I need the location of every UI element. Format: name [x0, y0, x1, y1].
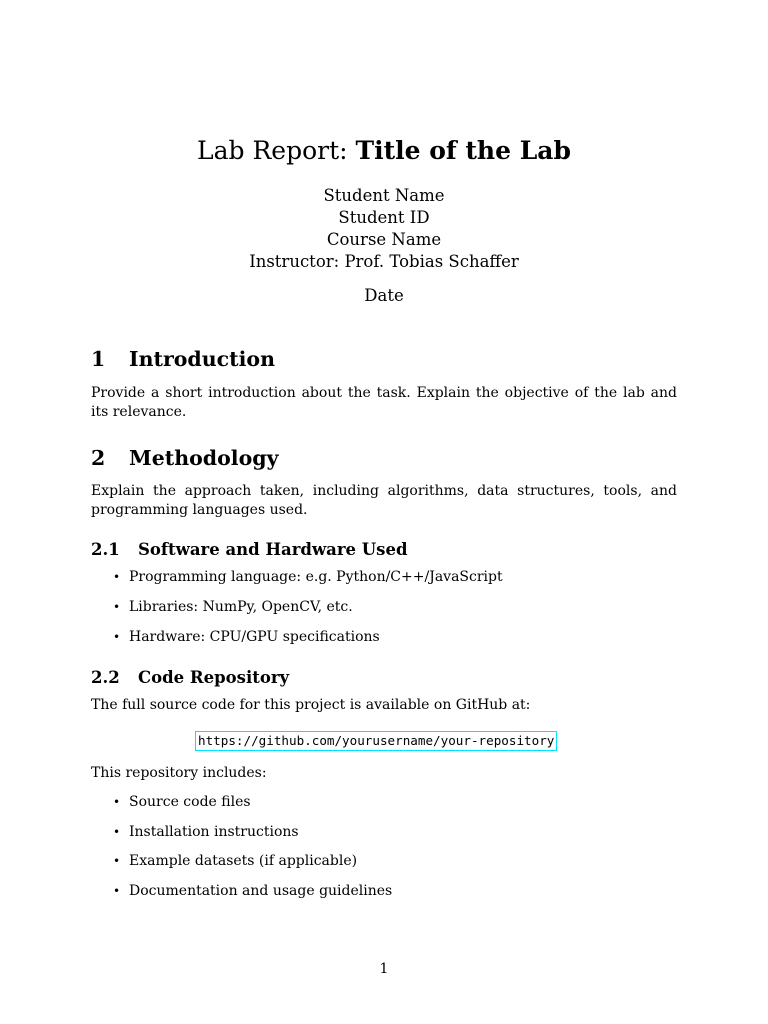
date: Date: [364, 286, 404, 305]
list-item: • Example datasets (if applicable): [113, 853, 358, 869]
title-prefix: Lab Report:: [197, 136, 356, 165]
section-number: 2: [91, 446, 106, 470]
page-title: [0, 135, 768, 167]
bullet-icon: •: [113, 884, 121, 898]
bullet-icon: •: [113, 854, 121, 868]
introduction-paragraph: Provide a short introduction about the task. Explain the objective of the lab and its relevance.: [91, 385, 677, 420]
page-number: 1: [379, 961, 389, 977]
list-item: • Source code files: [113, 794, 251, 810]
subsection-title: Code Repository: [138, 668, 290, 687]
instructor: Instructor: Prof. Tobias Schaffer: [249, 252, 519, 271]
repository-intro: The full source code for this project is available on GitHub at:: [91, 697, 531, 713]
bullet-icon: •: [113, 570, 121, 584]
section-heading-methodology: [91, 445, 279, 471]
list-item: • Programming language: e.g. Python/C++/JavaScript: [113, 569, 503, 585]
subsection-number: 2.1: [91, 540, 120, 559]
bullet-icon: •: [113, 795, 121, 809]
section-title: Methodology: [129, 446, 279, 470]
subsection-heading-code-repository: [91, 667, 289, 689]
section-heading-introduction: [91, 346, 275, 372]
subsection-number: 2.2: [91, 668, 120, 687]
title-main: Title of the Lab: [355, 136, 571, 165]
repository-includes-label: This repository includes:: [91, 765, 267, 781]
bullet-icon: •: [113, 600, 121, 614]
subsection-title: Software and Hardware Used: [138, 540, 408, 559]
bullet-icon: •: [113, 630, 121, 644]
subsection-heading-software-hardware: [91, 539, 408, 561]
methodology-paragraph: Explain the approach taken, including algorithms, data structures, tools, and programming languages used.: [91, 483, 677, 518]
list-item: • Hardware: CPU/GPU specifications: [113, 629, 380, 645]
repository-link[interactable]: https://github.com/yourusername/your-repository: [195, 731, 557, 751]
list-item: • Documentation and usage guidelines: [113, 883, 393, 899]
bullet-icon: •: [113, 825, 121, 839]
list-item: • Installation instructions: [113, 824, 299, 840]
section-number: 1: [91, 347, 106, 371]
course-name: Course Name: [326, 230, 442, 249]
section-title: Introduction: [129, 347, 275, 371]
list-item: • Libraries: NumPy, OpenCV, etc.: [113, 599, 353, 615]
student-id: Student ID: [338, 208, 430, 227]
student-name: Student Name: [323, 186, 445, 205]
